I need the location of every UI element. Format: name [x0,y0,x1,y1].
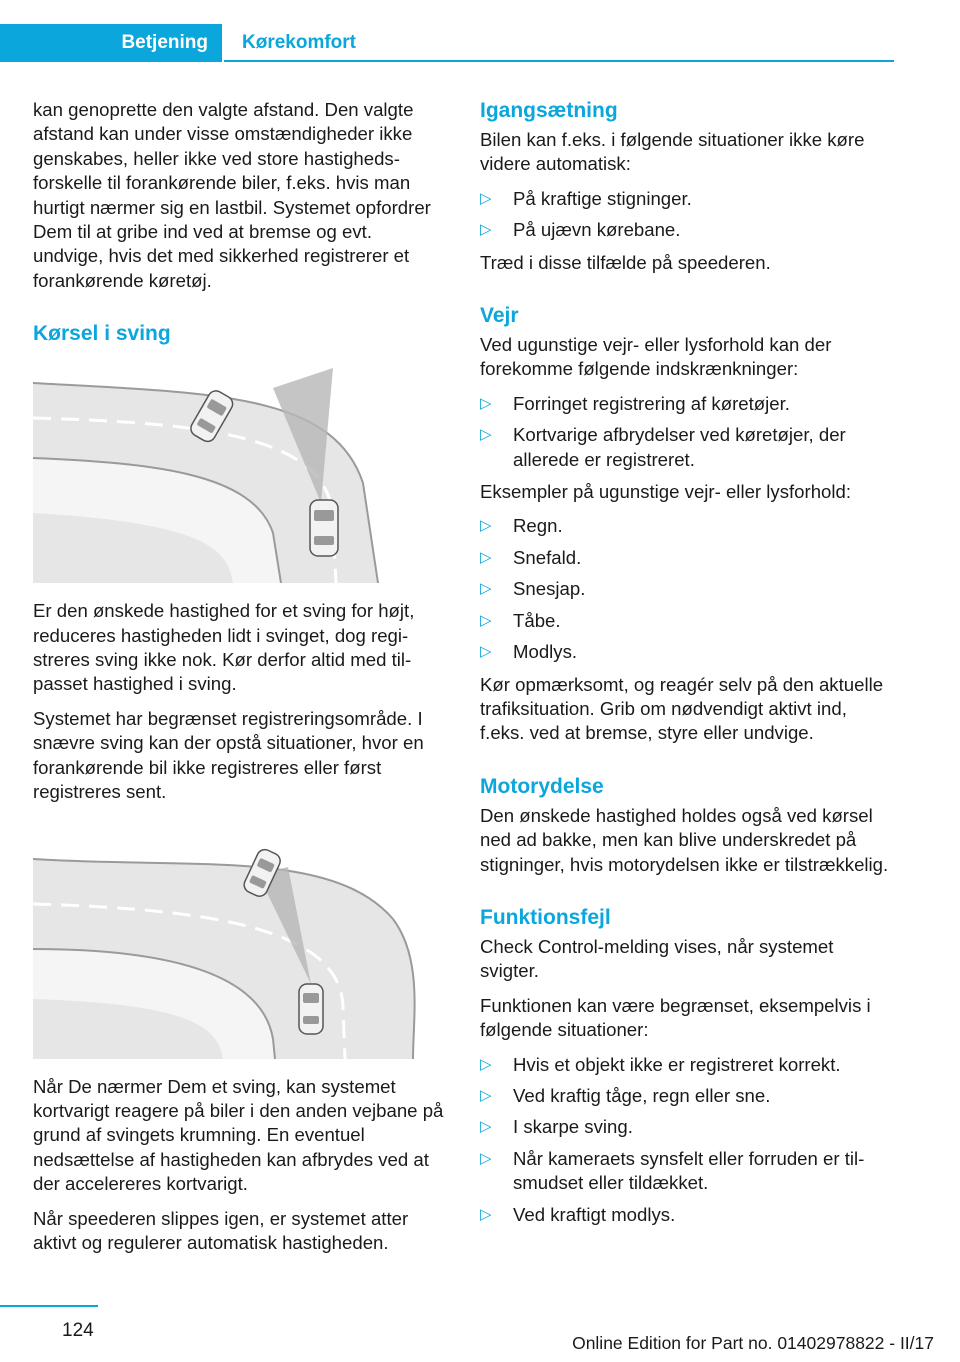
header-tabs [0,24,894,62]
tab-korekomfort: Kørekomfort [224,24,894,62]
bullet-icon: ▷ [480,517,492,535]
list-item: ▷ Ved kraftig tåge, regn eller sne. [480,1084,894,1108]
paragraph: Ved ugunstige vejr- eller lysforhold kan der forekomme følgende indskrænkninger: [480,334,832,380]
list-item: ▷ Modlys. [480,640,894,664]
list-start [480,187,894,243]
list-item: ▷ Når kameraets synsfelt eller forruden er tilsmudset eller tildækket. [480,1147,865,1194]
page-number-rule [0,1305,98,1307]
bullet-icon: ▷ [480,611,492,629]
paragraph: Når De nærmer Dem et sving, kan systemet kortvarigt reagere på biler i den anden vejbane på grund af svingets krumning. En eventuel nedsættelse af hastigheden kan afbrydes ved at der accelereres kortvarigt. [33,1075,444,1195]
paragraph: Bilen kan f.eks. i følgende situationer ikke køre videre automatisk: [480,129,865,175]
right-column [480,98,894,1235]
list-faults [480,1053,894,1227]
paragraph: Er den ønskede hastighed for et sving for højt, reduceres hastigheden lidt i svinget, dog registreres sving ikke nok. Kør derfor altid med tilpasset hastighed i sving. [33,600,415,695]
heading-igangsaetning: Igangsætning [480,99,618,122]
heading-motorydelse: Motorydelse [480,774,604,798]
car-icon [299,984,323,1034]
paragraph: Den ønskede hastighed holdes også ved kørsel ned ad bakke, men kan blive underskredet på stigninger, hvis motorydelsen ikke er tilstrækkelig. [480,804,889,875]
left-column [33,98,447,1265]
bullet-icon: ▷ [480,1205,492,1223]
list-item: ▷ Kortvarige afbrydelser ved køretøjer, der allerede er registreret. [480,424,846,470]
list-item: ▷ Snefald. [480,546,894,570]
bullet-icon: ▷ [480,189,492,207]
bullet-icon: ▷ [480,548,492,566]
bullet-icon: ▷ [480,394,492,412]
paragraph: Eksempler på ugunstige vejr- eller lysforhold: [480,481,852,503]
bullet-icon: ▷ [480,1149,492,1167]
bullet-icon: ▷ [480,1118,492,1136]
bullet-icon: ▷ [480,580,492,598]
paragraph: Systemet har begrænset registreringsområde. I snævre sving kan der opstå situationer, hvor en forankørende bil ikke registreres eller først registreres sent. [33,707,424,803]
list-item: ▷ Snesjap. [480,577,894,601]
curve-illustration-1 [33,363,447,583]
bullet-icon: ▷ [480,426,492,444]
page-number: 124 [62,1320,94,1341]
heading-vejr: Vejr [480,304,519,328]
paragraph: Check Control-melding vises, når systemet svigter. [480,935,834,982]
tab-betjening: Betjening [0,24,222,62]
list-item: ▷ I skarpe sving. [480,1115,894,1139]
car-icon [310,500,338,556]
bullet-icon: ▷ [480,221,492,239]
paragraph: Kør opmærksomt, og reagér selv på den aktuelle trafiksituation. Grib om nødvendigt aktivt ind, f.eks. ved at bremse, styre eller undvige. [480,673,884,744]
list-item: ▷ Ved kraftigt modlys. [480,1203,894,1227]
paragraph: Træd i disse tilfælde på speederen. [480,251,771,273]
heading-funktionsfejl: Funktionsfejl [480,905,611,929]
edition-footer: Online Edition for Part no. 01402978822 - II/17 [572,1333,934,1353]
bullet-icon: ▷ [480,1086,492,1104]
bullet-icon: ▷ [480,1055,492,1073]
heading-korsel-i-sving: Kørsel i sving [33,322,171,346]
list-item: ▷ På kraftige stigninger. [480,187,894,211]
curve-illustration-2 [33,839,447,1059]
list-item: ▷ På ujævn kørebane. [480,218,894,242]
list-item: ▷ Hvis et objekt ikke er registreret korrekt. [480,1053,894,1077]
list-item: ▷ Regn. [480,514,894,538]
list-item: ▷ Tåbe. [480,609,894,633]
paragraph: Når speederen slippes igen, er systemet atter aktivt og regulerer automatisk hastigheden. [33,1207,409,1253]
list-item: ▷ Forringet registrering af køretøjer. [480,392,894,416]
paragraph: Funktionen kan være begrænset, eksempelvis i følgende situationer: [480,994,871,1041]
list-weather-examples [480,514,894,664]
paragraph: kan genoprette den valgte afstand. Den valgte afstand kan under visse omstændigheder ikke genskabes, heller ikke ved store hastighedsforskelle til forankørende biler, f.eks. hvis man hurtigt nærmer sig en lastbil. Systemet opfordrer Dem til at gribe ind ved at bremse og evt. undvige, hvis det med sikkerhed registrerer et forankørende køretøj. [33,99,431,291]
list-weather [480,392,894,472]
bullet-icon: ▷ [480,643,492,661]
